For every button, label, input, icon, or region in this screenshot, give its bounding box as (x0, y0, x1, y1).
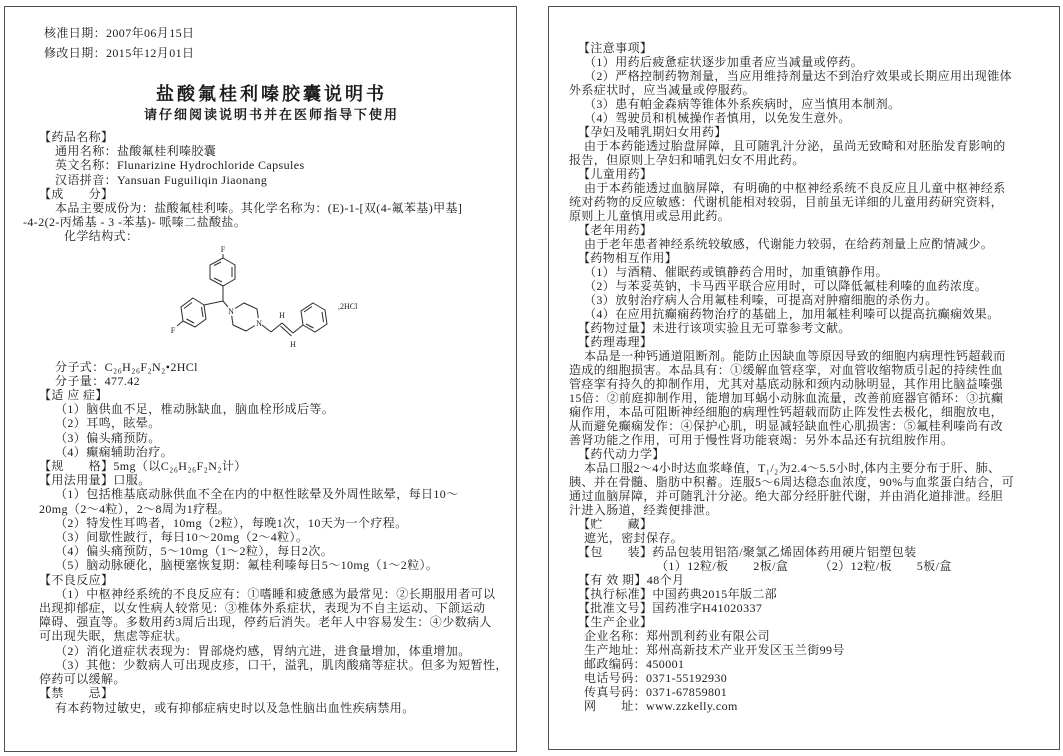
text-line: （4）驾驶员和机械操作者慎用，以免发生意外。 (584, 111, 851, 125)
text-line: 由于老年患者神经系统较敏感，代谢能力较弱，在给药剂量上应酌情减少。 (584, 237, 994, 251)
fluorophenyl-ring-left (171, 298, 206, 335)
document-subtitle: 请仔细阅读说明书并在医师指导下使用 (143, 107, 399, 122)
hydrogen-label: H (290, 339, 296, 349)
text-line: （1）12粒/板 2板/盒 （2）12粒/板 5板/盒 (656, 559, 952, 573)
text-line: 通用名称：盐酸氟桂利嗪胶囊 (55, 144, 217, 159)
text-line: 分子式：C₂₆H₂₆F₂N₂•2HCl (55, 359, 198, 374)
section-heading: 【禁 忌】 (39, 686, 114, 701)
text-line: 通过血脑屏障，并可随乳汁分泌。绝大部分经肝脏代谢，并由消化道排泄。经胆 (569, 489, 1004, 503)
text-line: （3）其他：少数病人可出现皮疹，口干，溢乳，肌肉酸痛等症状。但多为短暂性， (55, 657, 508, 672)
text-line: （3）偏头痛预防。 (55, 430, 161, 445)
text-line: 15倍：②前庭抑制作用，能增加耳蜗小动脉血流量，改善前庭器官循环：③抗癫 (569, 391, 1004, 405)
text-line: （1）用药后疲惫症状逐步加重者应当减量或停药。 (584, 55, 864, 69)
text-line: 管痉挛有持久的抑制作用，尤其对基底动脉和颈内动脉明显，其作用比脑益嗪强 (569, 377, 1004, 391)
text-line: 20mg（2～4粒），2～8周为1疗程。 (39, 501, 231, 516)
text-line: （2）严格控制药物剂量，当应用维持剂量达不到治疗效果或长期应用出现锥体 (584, 69, 1013, 83)
text-line: （2）与苯妥英钠，卡马西平联合应用时，可以降低氟桂利嗪的血药浓度。 (584, 279, 988, 293)
section-heading: 【药代动力学】 (578, 447, 665, 461)
text-line: 分子量：477.42 (55, 373, 141, 388)
text-line: （3）放射治疗病人合用氟桂利嗪，可提高对肿瘤细胞的杀伤力。 (584, 293, 938, 307)
section-heading: 【执行标准】中国药典2015年版二部 (578, 587, 778, 601)
text-line: 造成的细胞损害。本品具有：①缓解血管痉挛，对血管收缩物质引起的持续性血 (569, 363, 1004, 377)
date-line: 核准日期：2007年06月15日 (44, 26, 195, 40)
date-line: 修改日期：2015年12月01日 (44, 46, 195, 60)
text-line: （4）癫痫辅助治疗。 (55, 444, 174, 459)
section-heading: 【老年用药】 (578, 223, 653, 237)
text-line: 原则上儿童慎用或忌用此药。 (569, 209, 731, 223)
text-line: （3）患有帕金森病等锥体外系疾病时，应当慎用本制剂。 (584, 97, 901, 111)
text-line: 本品是一种钙通道阻断剂。能防止因缺血等原因导致的细胞内病理性钙超载而 (584, 349, 1006, 363)
text-line: 统对药物的反应敏感：代谢机能相对较弱，目前虽无详细的儿童用药研究资料， (569, 195, 1004, 209)
text-line: （1）脑供血不足，椎动脉缺血，脑血栓形成后等。 (55, 402, 335, 417)
text-line: （1）中枢神经系统的不良反应有：①嗜睡和疲惫感为最常见：②长期服用者可以 (55, 586, 496, 601)
hydrogen-label: H (279, 310, 285, 320)
text-line: 生产地址：郑州高新技术产业开发区玉兰街99号 (584, 643, 845, 657)
section-heading: 【孕妇及哺乳期妇女用药】 (578, 125, 727, 139)
nitrogen-label: N (228, 306, 234, 316)
text-line: （2）特发性耳鸣者，10mg（2粒），每晚1次，10天为一个疗程。 (55, 515, 408, 530)
fluorine-label: F (220, 244, 226, 254)
right-page (548, 6, 1060, 750)
section-heading: 【用法用量】口服。 (39, 473, 151, 488)
section-heading: 【药品名称】 (39, 130, 114, 144)
allyl-chain (262, 311, 303, 349)
section-heading: 【药理毒理】 (578, 335, 653, 349)
text-line: 英文名称：Flunarizine Hydrochloride Capsules (55, 158, 305, 173)
section-heading: 【生产企业】 (578, 615, 653, 629)
text-line: （1）与酒精、催眠药或镇静药合用时，加重镇静作用。 (584, 265, 889, 279)
fluorophenyl-ring-top (210, 245, 235, 286)
text-line: 报告，但原则上孕妇和哺乳妇女不用此药。 (569, 153, 805, 167)
text-line: 企业名称：郑州凯利药业有限公司 (584, 629, 771, 643)
text-line: 从而避免癫痫发作：④保护心肌，明显减轻缺血性心肌损害：⑤氟桂利嗪尚有改 (569, 419, 1004, 433)
section-heading: 【不良反应】 (39, 572, 114, 587)
text-line: 本品主要成份为：盐酸氟桂利嗪。其化学名称为：(E)-1-[双(4-氟苯基)甲基] (55, 201, 463, 216)
section-heading: 【药物过量】未进行该项实验且无可靠参考文献。 (578, 321, 851, 335)
text-line: 网 址：www.zzkelly.com (584, 699, 738, 713)
text-line: 化学结构式： (64, 229, 139, 244)
document-title: 盐酸氟桂利嗪胶囊说明书 (156, 84, 387, 104)
text-line: -4-2(2-丙烯基 - 3 -苯基)- 哌嗪二盐酸盐。 (23, 215, 247, 230)
text-line: 由于本药能透过血脑屏障，有明确的中枢神经系统不良反应且儿童中枢神经系 (584, 181, 1006, 195)
section-heading: 【包 装】药品包装用铝箔/聚氯乙烯固体药用硬片铝塑包装 (578, 545, 917, 559)
text-line: 遮光，密封保存。 (584, 531, 684, 545)
text-line: 出现抑郁症，以女性病人较常见：③椎体外系症状，表现为不自主运动、下颌运动 (39, 601, 486, 616)
phenyl-ring-right (301, 303, 327, 332)
text-line: 电话号码：0371-55192930 (584, 671, 728, 685)
text-line: （2）消化道症状表现为：胃部烧灼感，胃纳亢进，进食量增加，体重增加。 (55, 643, 471, 658)
text-line: 有本药物过敏史，或有抑郁症病史时以及急性脑出血性疾病禁用。 (55, 700, 415, 715)
text-line: 障碍、强直等。多数用药3周后出现，停药后消失。老年人中容易发生：④少数病人 (39, 615, 492, 630)
text-line: 善肾功能之作用，可用于慢性肾功能衰竭：另外本品还有抗组胺作用。 (569, 433, 954, 447)
text-line: （3）间歇性跛行，每日10～20mg（2～4粒）。 (55, 530, 309, 545)
text-line: 停药可以缓解。 (39, 672, 126, 687)
text-line: 汉语拼音：Yansuan Fuguiliqin Jiaonang (55, 172, 268, 187)
text-line: （4）偏头痛预防，5～10mg（1～2粒），每日2次。 (55, 544, 334, 559)
text-line: 汁进入肠道，经粪便排泄。 (569, 503, 718, 517)
chemical-structure-svg (150, 244, 390, 359)
chemical-structure (39, 244, 504, 360)
section-heading: 【批准文号】国药准字H41020337 (578, 601, 763, 615)
fluorine-label: F (170, 325, 176, 335)
section-heading: 【药物相互作用】 (578, 251, 678, 265)
text-line: 由于本药能透过胎盘屏障，且可随乳汁分泌，虽尚无致畸和对胚胎发育影响的 (584, 139, 1006, 153)
text-line: 可出现失眠，焦虑等症状。 (39, 629, 188, 644)
section-heading: 【注意事项】 (578, 41, 653, 55)
text-line: （4）在应用抗癫痫药物治疗的基础上，加用氟桂利嗪可以提高抗癫痫效果。 (584, 307, 1000, 321)
section-heading: 【适 应 症】 (39, 388, 108, 403)
section-heading: 【规 格】5mg（以C₂₆H₂₆F₂N₂计） (39, 459, 247, 474)
section-heading: 【有 效 期】48个月 (578, 573, 685, 587)
text-line: 外系症状时，应当减量或停服药。 (569, 83, 756, 97)
text-line: （1）包括椎基底动脉供血不全在内的中枢性眩晕及外周性眩晕，每日10～ (55, 487, 459, 502)
left-page (4, 6, 517, 752)
text-line: （5）脑动脉硬化，脑梗塞恢复期：氟桂利嗪每日5～10mg（1～2粒）。 (55, 558, 439, 573)
text-line: 本品口服2～4小时达血浆峰值，T₁/₂为2.4～5.5小时,体内主要分布于肝、肺、 (584, 461, 1001, 475)
methine-bonds (204, 286, 228, 307)
section-heading: 【儿童用药】 (578, 167, 653, 181)
section-heading: 【成 分】 (39, 186, 114, 201)
text-line: 痫作用，本品可阻断神经细胞的病理性钙超载而防止阵发性去极化，细胞放电， (569, 405, 1004, 419)
piperazine-ring (226, 303, 264, 331)
nitrogen-label: N (256, 318, 262, 328)
section-heading: 【贮 藏】 (578, 517, 653, 531)
text-line: 胰、并在骨髓、脂肪中积蓄。连服5～6周达稳态血浓度，90%与血浆蛋白结合，可 (569, 475, 1015, 489)
text-line: 传真号码：0371-67859801 (584, 685, 728, 699)
text-line: 邮政编码：450001 (584, 657, 685, 671)
hydrochloride-salt-label: ,2HCl (338, 301, 358, 311)
text-line: （2）耳鸣，眩晕。 (55, 416, 161, 431)
